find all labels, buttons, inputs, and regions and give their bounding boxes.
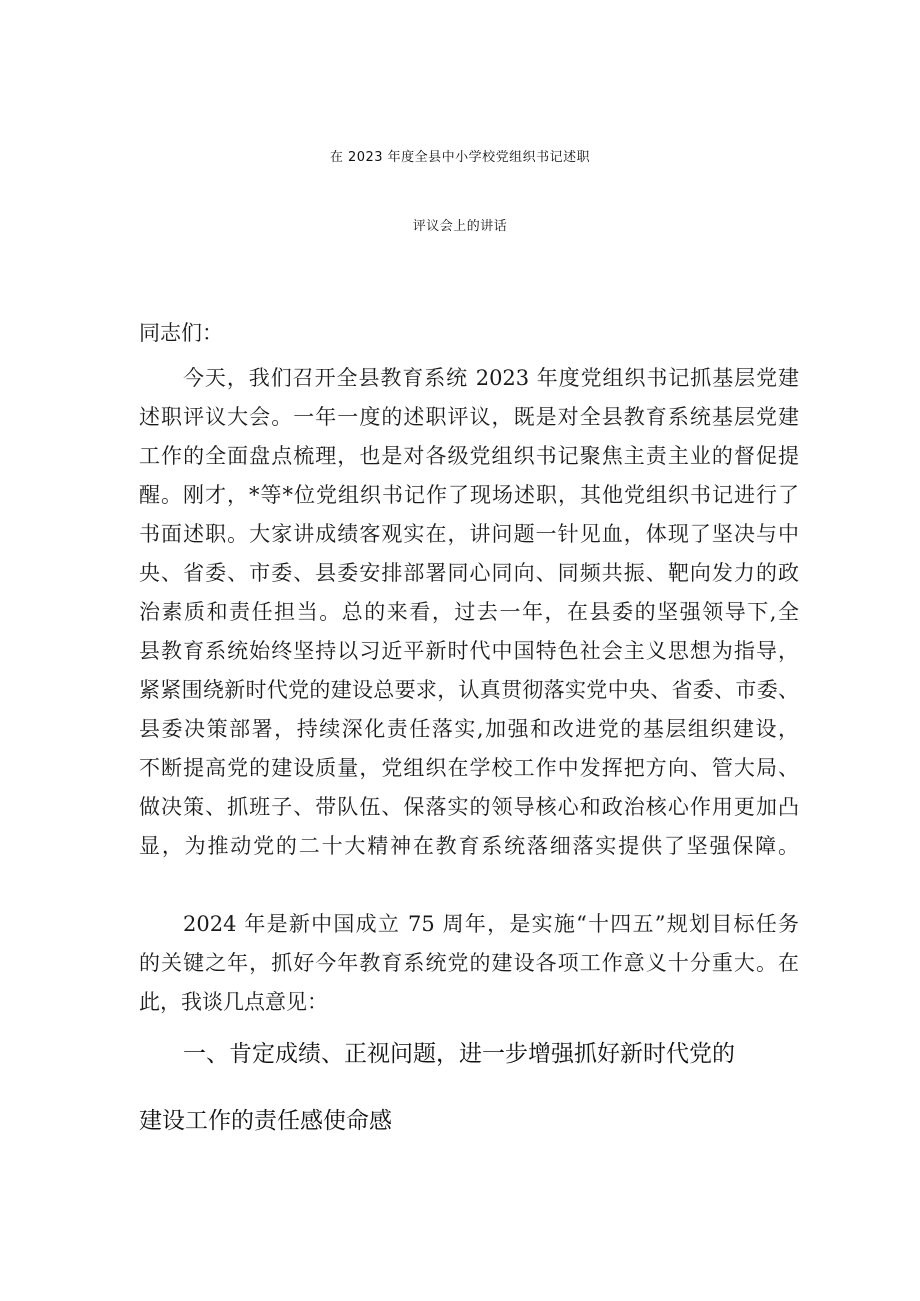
paragraph-1-line: 做决策、抓班子、带队伍、保落实的领导核心和政治核心作用更加凸 [139,795,799,819]
paragraph-1-line: 述职评议大会。一年一度的述职评议，既是对全县教育系统基层党建 [139,405,799,429]
paragraph-1-line: 治素质和责任担当。总的来看，过去一年，在县委的坚强领导下,全 [139,600,799,624]
document-title-line-2: 评议会上的讲话 [412,219,508,234]
section-1-heading-line-1: 一、肯定成绩、正视问题，进一步增强抓好新时代党的 [183,1041,735,1067]
paragraph-2-line: 2024 年是新中国成立 75 周年，是实施“十四五”规划目标任务 [183,912,799,936]
paragraph-1-line: 书面述职。大家讲成绩客观实在，讲问题一针见血，体现了坚决与中 [139,522,799,546]
paragraph-1-line: 醒。刚才，*等*位党组织书记作了现场述职，其他党组织书记进行了 [139,483,799,507]
document-title-line-1: 在 2023 年度全县中小学校党组织书记述职 [329,150,591,165]
paragraph-1-line: 今天，我们召开全县教育系统 2023 年度党组织书记抓基层党建 [183,366,799,390]
paragraph-1-line: 央、省委、市委、县委安排部署同心同向、同频共振、靶向发力的政 [139,561,799,585]
paragraph-1-line: 工作的全面盘点梳理，也是对各级党组织书记聚焦主责主业的督促提 [139,444,799,468]
section-1-heading-line-2: 建设工作的责任感使命感 [139,1108,392,1134]
paragraph-1-line: 紧紧围绕新时代党的建设总要求，认真贯彻落实党中央、省委、市委、 [139,678,799,702]
paragraph-2-line: 的关键之年，抓好今年教育系统党的建设各项工作意义十分重大。在 [139,951,799,975]
salutation: 同志们： [139,321,223,345]
paragraph-1-line: 县委决策部署，持续深化责任落实,加强和改进党的基层组织建设， [139,717,799,741]
paragraph-2-line: 此，我谈几点意见： [139,990,328,1014]
paragraph-1-line: 县教育系统始终坚持以习近平新时代中国特色社会主义思想为指导， [139,639,799,663]
paragraph-1-line: 显，为推动党的二十大精神在教育系统落细落实提供了坚强保障。 [139,834,799,858]
paragraph-1-line: 不断提高党的建设质量，党组织在学校工作中发挥把方向、管大局、 [139,756,799,780]
